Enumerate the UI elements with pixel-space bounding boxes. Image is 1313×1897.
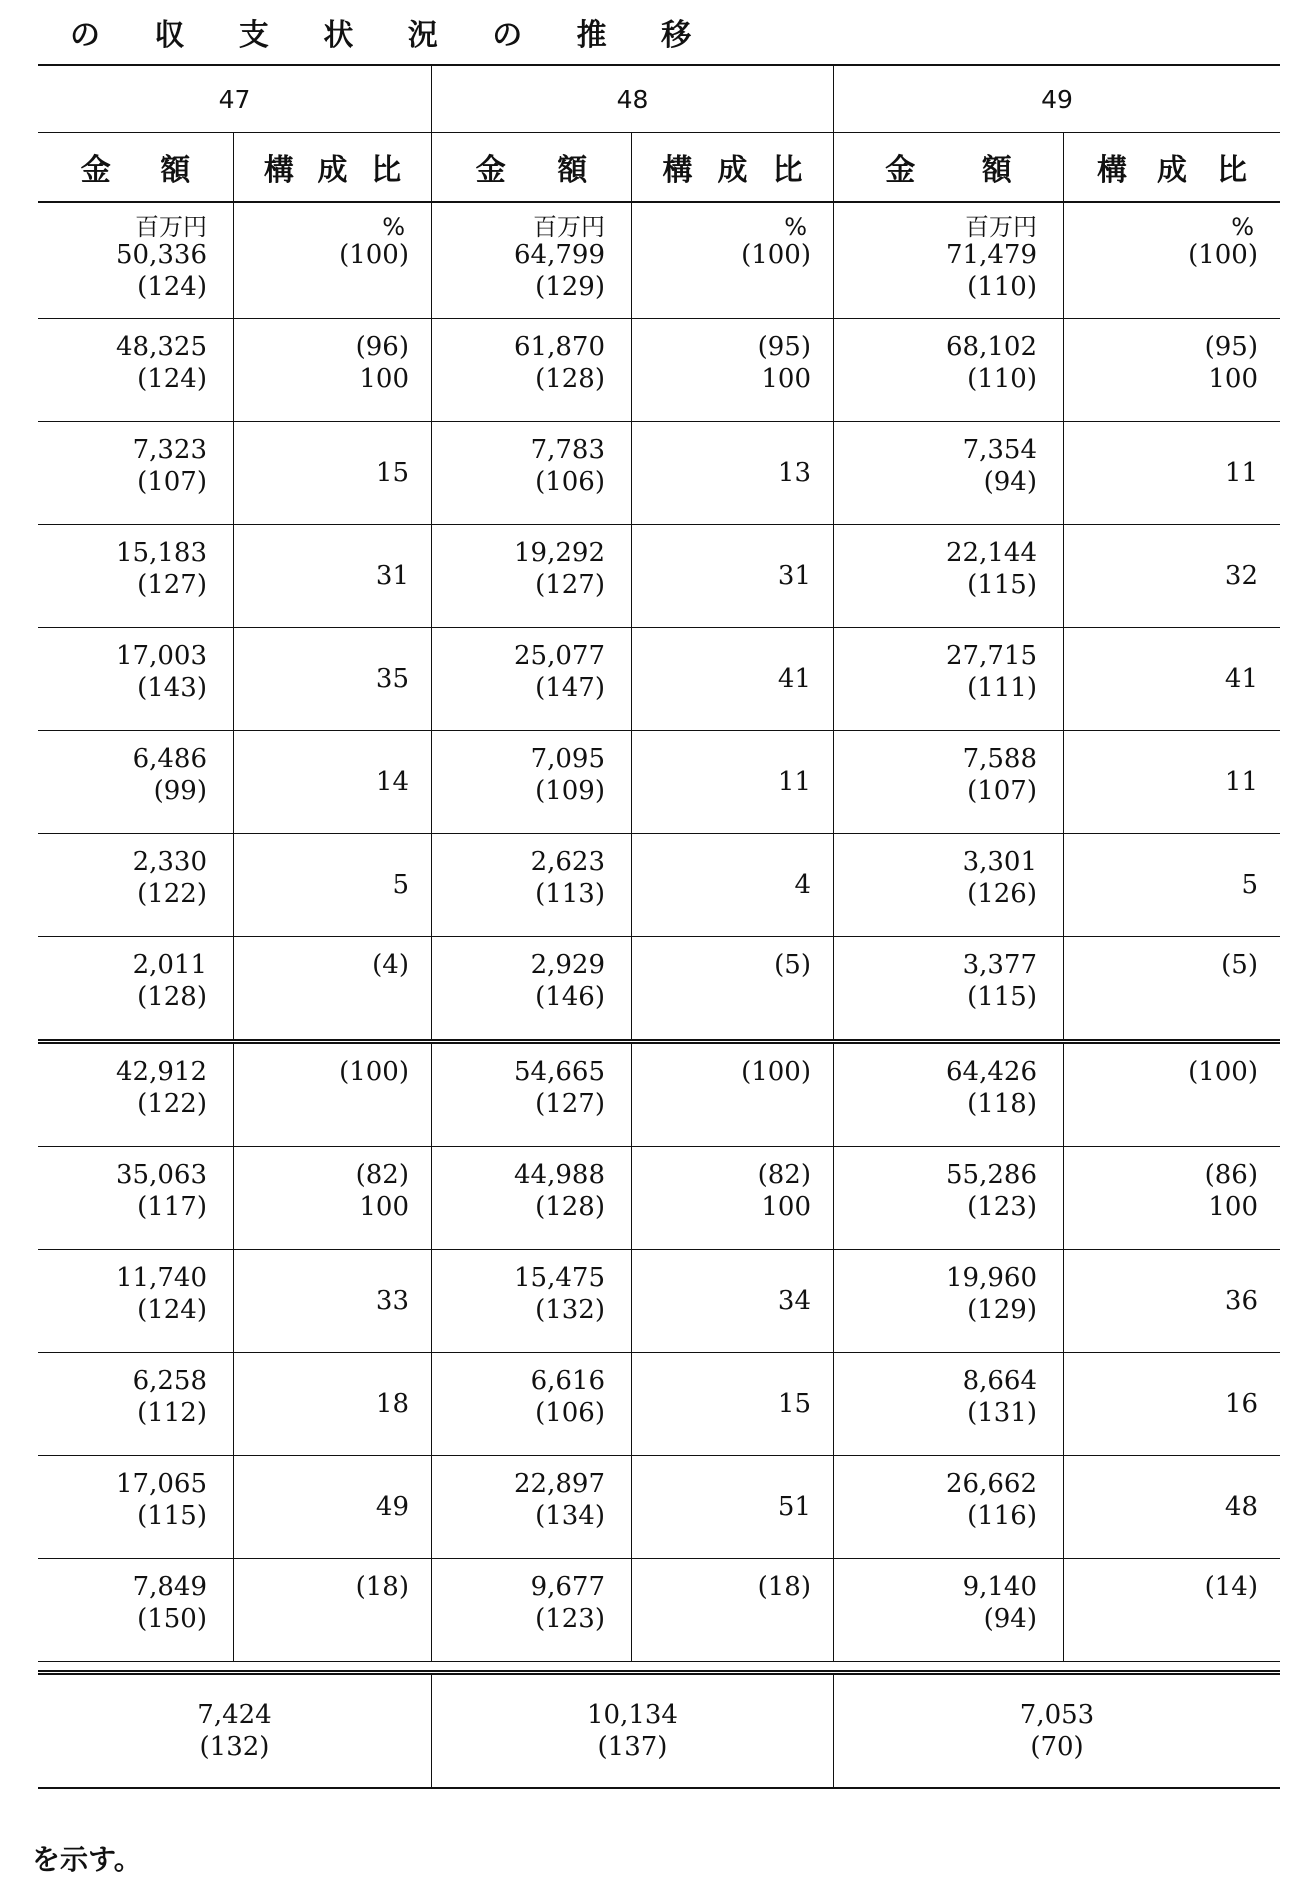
amount-cell [834,937,1064,1039]
ratio-value: 15 [777,1389,811,1419]
unit-label: 百万円 [965,213,1037,241]
index-value: (112) [137,1398,207,1428]
amount-header: 金 額 [432,133,632,201]
ratio-value: (18) [757,1572,811,1602]
amount-value: 9,677 [530,1572,605,1602]
ratio-value: 15 [375,458,409,488]
ratio-cell [632,525,834,627]
amount-value: 17,003 [116,641,207,671]
index-value: (128) [535,364,605,394]
index-value: (128) [137,982,207,1012]
amount-cell [432,731,632,833]
amount-value: 2,623 [530,847,605,877]
amount-value: 15,183 [116,538,207,568]
ratio-cell [234,1250,432,1352]
unit-label: 百万円 [135,213,207,241]
ratio-cell [234,834,432,936]
balance-cell: 10,134 (137) [432,1675,834,1787]
index-value: (110) [967,272,1037,302]
amount-value: 9,140 [962,1572,1037,1602]
ratio-value: 31 [375,561,409,591]
index-value: (132) [535,1295,605,1325]
table-row [38,1559,1280,1662]
index-value: (110) [967,364,1037,394]
income-expenditure-table [38,64,1280,1789]
table-row [38,1147,1280,1250]
index-value: (128) [535,1192,605,1222]
footer-note: を示す。 [32,1843,142,1876]
ratio-value: (4) [372,950,409,980]
amount-cell [38,203,234,318]
ratio-cell [234,731,432,833]
amount-cell [432,937,632,1039]
ratio-value: 48 [1224,1492,1258,1522]
unit-label: 百万円 [533,213,605,241]
index-value: (94) [983,1604,1037,1634]
table-row [38,937,1280,1044]
index-value: (116) [967,1501,1037,1531]
amount-value: 3,301 [962,847,1037,877]
ratio-cell [1064,1353,1280,1455]
table-row [38,422,1280,525]
amount-cell [38,628,234,730]
ratio-cell [234,1147,432,1249]
index-value: (115) [137,1501,207,1531]
ratio-value: 100 [359,364,409,394]
ratio-cell [1064,731,1280,833]
amount-cell [834,628,1064,730]
balance-row [38,1670,1280,1789]
ratio-cell [1064,525,1280,627]
amount-cell [38,731,234,833]
index-value: (113) [535,879,605,909]
unit-label: % [1231,213,1254,241]
ratio-cell [1064,1147,1280,1249]
ratio-value: (100) [1188,240,1258,270]
ratio-value: 51 [777,1492,811,1522]
table-row [38,525,1280,628]
table-row [38,1456,1280,1559]
ratio-cell [632,834,834,936]
amount-cell [38,1044,234,1146]
ratio-cell [632,937,834,1039]
amount-cell [38,937,234,1039]
index-value: (146) [535,982,605,1012]
ratio-value: (100) [339,240,409,270]
index-value: (124) [137,364,207,394]
amount-cell [432,319,632,421]
amount-header: 金 額 [834,133,1064,201]
ratio-value: 100 [1208,1192,1258,1222]
amount-value: 8,664 [962,1366,1037,1396]
index-value: (127) [535,1089,605,1119]
amount-value: 68,102 [946,332,1037,362]
amount-value: 6,616 [530,1366,605,1396]
amount-value: 7,783 [530,435,605,465]
ratio-value: 100 [761,1192,811,1222]
amount-cell [432,1559,632,1661]
ratio-value: 34 [777,1286,811,1316]
balance-cell: 7,424 (132) [38,1675,432,1787]
amount-cell [432,1250,632,1352]
amount-cell [834,834,1064,936]
index-value: (131) [967,1398,1037,1428]
amount-value: 7,849 [132,1572,207,1602]
amount-value: 19,960 [946,1263,1037,1293]
ratio-cell [1064,1559,1280,1661]
amount-value: 6,258 [132,1366,207,1396]
amount-value: 48,325 [116,332,207,362]
index-value: (118) [967,1089,1037,1119]
ratio-cell [234,937,432,1039]
ratio-value: (100) [339,1057,409,1087]
amount-cell [432,1456,632,1558]
amount-value: 2,330 [132,847,207,877]
unit-label: % [382,213,405,241]
ratio-value: 33 [375,1286,409,1316]
ratio-cell [632,203,834,318]
amount-cell [432,1147,632,1249]
ratio-value: (100) [741,1057,811,1087]
ratio-value: 35 [375,664,409,694]
amount-cell [38,1559,234,1661]
table-row [38,1044,1280,1147]
amount-value: 3,377 [962,950,1037,980]
amount-cell [38,1250,234,1352]
ratio-cell [632,731,834,833]
ratio-value: 13 [777,458,811,488]
amount-value: 42,912 [116,1057,207,1087]
amount-cell [834,1250,1064,1352]
table-row [38,319,1280,422]
ratio-value: (96) [355,332,409,362]
ratio-value: 18 [375,1389,409,1419]
index-value: (109) [535,776,605,806]
amount-cell [834,203,1064,318]
ratio-cell [1064,1250,1280,1352]
ratio-value: (95) [757,332,811,362]
ratio-value: (95) [1204,332,1258,362]
amount-cell [432,834,632,936]
ratio-value: 5 [1241,870,1258,900]
ratio-cell [632,628,834,730]
ratio-value: 11 [1224,767,1258,797]
index-value: (129) [535,272,605,302]
balance-cell: 7,053 (70) [1019,1700,1095,1762]
index-value: (94) [983,467,1037,497]
ratio-cell [234,1456,432,1558]
ratio-value: (18) [355,1572,409,1602]
ratio-value: (82) [355,1160,409,1190]
amount-cell [38,422,234,524]
ratio-value: 41 [1224,664,1258,694]
amount-cell [834,319,1064,421]
ratio-cell [1064,1456,1280,1558]
ratio-value: 11 [1224,458,1258,488]
year-header: 48 [432,66,834,132]
amount-cell [834,1559,1064,1661]
amount-cell [38,525,234,627]
table-body [38,203,1280,1662]
amount-cell [432,1353,632,1455]
index-value: (127) [535,570,605,600]
ratio-cell [632,422,834,524]
ratio-cell [1064,422,1280,524]
amount-value: 19,292 [514,538,605,568]
ratio-cell [234,1044,432,1146]
amount-cell [38,1147,234,1249]
ratio-header: 構 成 比 [1097,153,1247,188]
amount-value: 7,354 [962,435,1037,465]
amount-value: 2,929 [530,950,605,980]
amount-cell [834,1044,1064,1146]
ratio-value: 14 [375,767,409,797]
ratio-cell [234,1559,432,1661]
amount-cell [38,1456,234,1558]
year-header-row [38,66,1280,133]
amount-header: 金 額 [38,133,234,201]
index-value: (134) [535,1501,605,1531]
index-value: (123) [967,1192,1037,1222]
ratio-cell [234,525,432,627]
amount-cell [38,1353,234,1455]
index-value: (107) [137,467,207,497]
amount-value: 26,662 [946,1469,1037,1499]
amount-value: 54,665 [514,1057,605,1087]
column-header-row [38,133,1280,203]
index-value: (106) [535,1398,605,1428]
index-value: (143) [137,673,207,703]
amount-value: 11,740 [116,1263,207,1293]
ratio-value: 36 [1224,1286,1258,1316]
amount-value: 7,588 [962,744,1037,774]
amount-cell [834,1353,1064,1455]
index-value: (124) [137,1295,207,1325]
amount-value: 6,486 [132,744,207,774]
index-value: (124) [137,272,207,302]
index-value: (115) [967,982,1037,1012]
ratio-value: 100 [359,1192,409,1222]
amount-value: 44,988 [514,1160,605,1190]
index-value: (129) [967,1295,1037,1325]
index-value: (123) [535,1604,605,1634]
amount-cell [432,525,632,627]
index-value: (150) [137,1604,207,1634]
ratio-value: (14) [1204,1572,1258,1602]
ratio-value: (5) [774,950,811,980]
ratio-value: (82) [757,1160,811,1190]
ratio-cell [234,203,432,318]
amount-cell [432,422,632,524]
ratio-value: (100) [1188,1057,1258,1087]
amount-cell [432,628,632,730]
ratio-cell [632,1147,834,1249]
page-title: の 収 支 状 況 の 推 移 [70,18,714,53]
index-value: (126) [967,879,1037,909]
ratio-value: (5) [1221,950,1258,980]
ratio-cell [234,319,432,421]
amount-value: 50,336 [116,240,207,270]
ratio-value: (100) [741,240,811,270]
ratio-value: 31 [777,561,811,591]
ratio-cell [1064,1044,1280,1146]
amount-value: 71,479 [946,240,1037,270]
index-value: (122) [137,879,207,909]
table-row [38,731,1280,834]
ratio-value: 100 [1208,364,1258,394]
amount-value: 7,095 [530,744,605,774]
ratio-cell [234,1353,432,1455]
ratio-cell [632,1250,834,1352]
ratio-cell [632,1559,834,1661]
ratio-cell [1064,937,1280,1039]
index-value: (117) [137,1192,207,1222]
ratio-value: 16 [1224,1389,1258,1419]
ratio-cell [632,319,834,421]
amount-value: 25,077 [514,641,605,671]
amount-cell [38,319,234,421]
ratio-value: 4 [794,870,811,900]
amount-cell [432,1044,632,1146]
amount-value: 15,475 [514,1263,605,1293]
ratio-value: 32 [1224,561,1258,591]
ratio-cell [632,1456,834,1558]
ratio-header: 構 成 比 [234,133,432,201]
index-value: (122) [137,1089,207,1119]
table-row [38,628,1280,731]
index-value: (111) [967,673,1037,703]
amount-cell [834,1147,1064,1249]
ratio-value: (86) [1204,1160,1258,1190]
table-row [38,203,1280,319]
amount-value: 64,799 [514,240,605,270]
amount-value: 22,897 [514,1469,605,1499]
amount-value: 55,286 [946,1160,1037,1190]
index-value: (107) [967,776,1037,806]
amount-value: 27,715 [946,641,1037,671]
ratio-cell [234,422,432,524]
amount-cell [834,525,1064,627]
amount-value: 7,323 [132,435,207,465]
amount-cell [38,834,234,936]
ratio-value: 11 [777,767,811,797]
ratio-value: 49 [375,1492,409,1522]
amount-cell [834,422,1064,524]
ratio-value: 100 [761,364,811,394]
amount-value: 61,870 [514,332,605,362]
ratio-cell [632,1353,834,1455]
amount-value: 64,426 [946,1057,1037,1087]
year-header: 49 [1041,84,1073,114]
amount-value: 22,144 [946,538,1037,568]
amount-cell [834,1456,1064,1558]
index-value: (106) [535,467,605,497]
ratio-cell [1064,834,1280,936]
ratio-header: 構 成 比 [632,133,834,201]
table-row [38,1250,1280,1353]
ratio-value: 5 [392,870,409,900]
index-value: (115) [967,570,1037,600]
amount-value: 2,011 [132,950,207,980]
ratio-cell [632,1044,834,1146]
index-value: (127) [137,570,207,600]
ratio-cell [1064,319,1280,421]
table-row [38,1353,1280,1456]
unit-label: % [784,213,807,241]
amount-value: 17,065 [116,1469,207,1499]
index-value: (147) [535,673,605,703]
table-row [38,834,1280,937]
ratio-cell [1064,203,1280,318]
ratio-value: 41 [777,664,811,694]
year-header: 47 [38,66,432,132]
index-value: (99) [153,776,207,806]
amount-cell [834,731,1064,833]
ratio-cell [234,628,432,730]
amount-value: 35,063 [116,1160,207,1190]
amount-cell [432,203,632,318]
ratio-cell [1064,628,1280,730]
